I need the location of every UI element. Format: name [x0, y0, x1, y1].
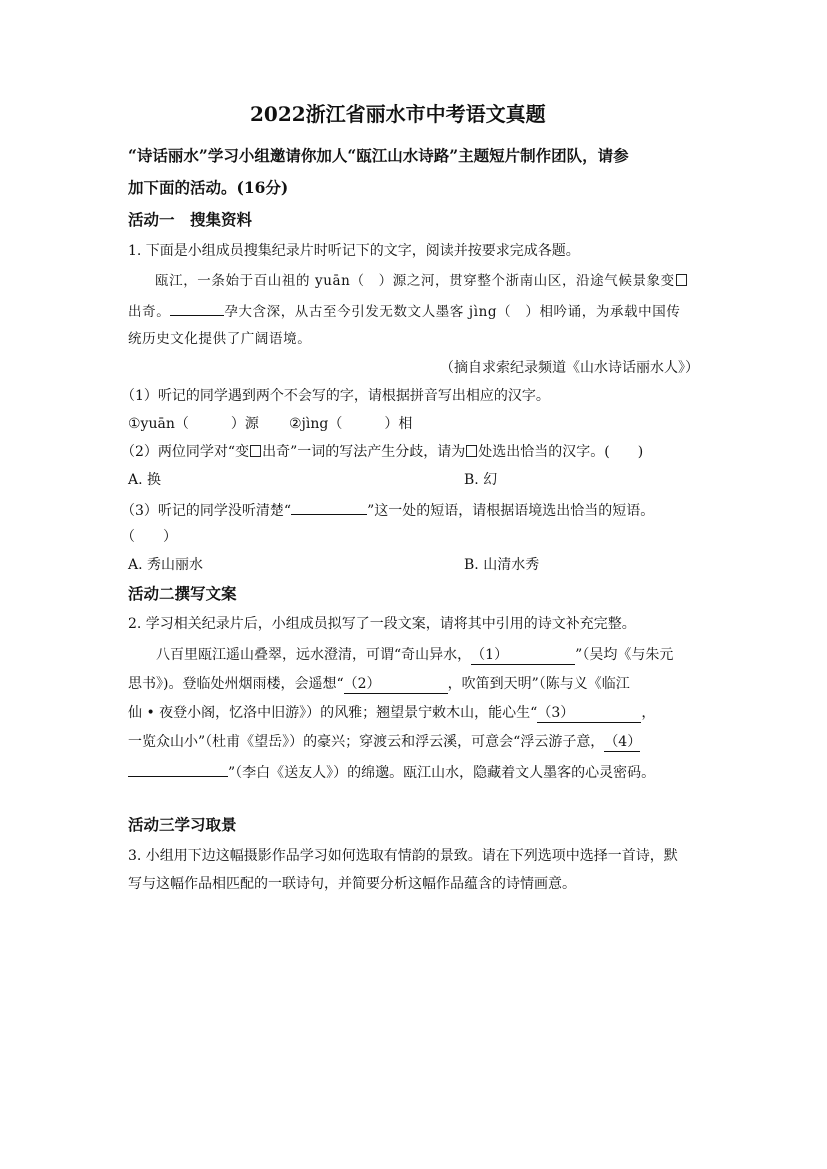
question-text: （3）听记的同学没听清楚“ [121, 503, 292, 519]
passage-text: ”（吴均《与朱元 [575, 647, 674, 663]
excerpt-text: 出奇。 [128, 304, 171, 320]
excerpt-text: 孕大含深，从古至今引发无数文人墨客 jìng（ ）相吟诵，为承载中国传 [224, 304, 681, 320]
activity-heading: 活动二撰写文案 [128, 584, 237, 603]
question-3: 写与这幅作品相匹配的一联诗句，并简要分析这幅作品蕴含的诗情画意。 [128, 876, 576, 892]
answer-item: ②jìng（ ）相 [289, 416, 413, 432]
question-2: 2. 学习相关纪录片后，小组成员拟写了一段文案，请将其中引用的诗文补充完整。 [128, 616, 636, 632]
passage-text: ， [641, 705, 656, 721]
passage-text: 思书》)。登临处州烟雨楼，会遥想“ [128, 676, 344, 692]
question-text: （2）两位同学对“变 [121, 444, 250, 460]
passage-text: ，吹笛到天明”（陈与义《临江 [447, 676, 630, 692]
excerpt-source: （摘自求索纪录频道《山水诗话丽水人》） [440, 360, 699, 376]
question-text: 处选出恰当的汉字。( ) [478, 444, 644, 460]
excerpt-line [155, 272, 688, 290]
answer-blank [291, 500, 367, 515]
answer-blank [604, 733, 640, 752]
answer-blank [471, 646, 575, 665]
passage-line [128, 704, 655, 723]
activity-heading: 活动一 搜集资料 [128, 210, 253, 229]
passage-text: 八百里瓯江遥山叠翠，远水澄清，可谓“奇山异水， [156, 647, 472, 663]
passage-line [128, 675, 630, 694]
activity-heading: 活动三学习取景 [128, 815, 237, 834]
question-text: 出奇”一词的写法产生分歧，请为 [262, 444, 466, 460]
excerpt-text: 瓯江，一条始于百山祖的 yuān（ ）源之河，贯穿整个浙南山区，沿途气候景象变 [155, 273, 675, 289]
passage-text: ”（李白《送友人》）的绵邈。瓯江山水，隐藏着文人墨客的心灵密码。 [228, 765, 656, 781]
excerpt-line: 统历史文化提供了广阔语境。 [128, 331, 312, 347]
subquestion-2 [121, 443, 643, 461]
answer-paren: （ ） [121, 529, 177, 545]
blank-label: （1） [471, 647, 509, 663]
blank-box [676, 274, 687, 286]
passage-line [128, 733, 640, 752]
intro-text: “诗话丽水”学习小组邀请你加人“瓯江山水诗路”主题短片制作团队，请参 [128, 146, 629, 165]
option-a: A. 换 [128, 472, 162, 488]
option-b: B. 幻 [464, 472, 498, 488]
passage-line [156, 646, 673, 665]
page-title: 2022浙江省丽水市中考语文真题 [250, 102, 546, 126]
blank-box [466, 445, 477, 457]
passage-text: 一览众山小”（杜甫《望岳》）的豪兴；穿渡云和浮云溪，可意会“浮云游子意， [128, 734, 605, 750]
answer-blank [537, 704, 641, 723]
blank-label: （4） [604, 734, 642, 750]
blank-label: （2） [343, 676, 381, 692]
blank-box [250, 445, 261, 457]
question-1: 1. 下面是小组成员搜集纪录片时听记下的文字，阅读并按要求完成各题。 [128, 243, 580, 259]
option-b: B. 山清水秀 [464, 557, 540, 573]
passage-text: 仙 • 夜登小阁，忆洛中旧游》）的风雅；翘望景宁敕木山，能心生“ [128, 705, 538, 721]
subquestion-1: （1）听记的同学遇到两个不会写的字，请根据拼音写出相应的汉字。 [121, 388, 550, 404]
answer-blank [170, 301, 224, 316]
intro-text: 加下面的活动。(16分) [128, 178, 289, 197]
subquestion-3 [121, 500, 654, 520]
passage-line [128, 762, 655, 782]
question-3: 3. 小组用下边这幅摄影作品学习如何选取有情韵的景致。请在下列选项中选择一首诗，默 [128, 848, 678, 864]
answer-blank [344, 675, 448, 694]
answer-blank [128, 762, 228, 777]
answer-item: ①yuān（ ）源 [128, 416, 259, 432]
excerpt-line [128, 301, 680, 321]
blank-label: （3） [537, 705, 575, 721]
question-text: ”这一处的短语，请根据语境选出恰当的短语。 [367, 503, 655, 519]
option-a: A. 秀山丽水 [128, 557, 204, 573]
